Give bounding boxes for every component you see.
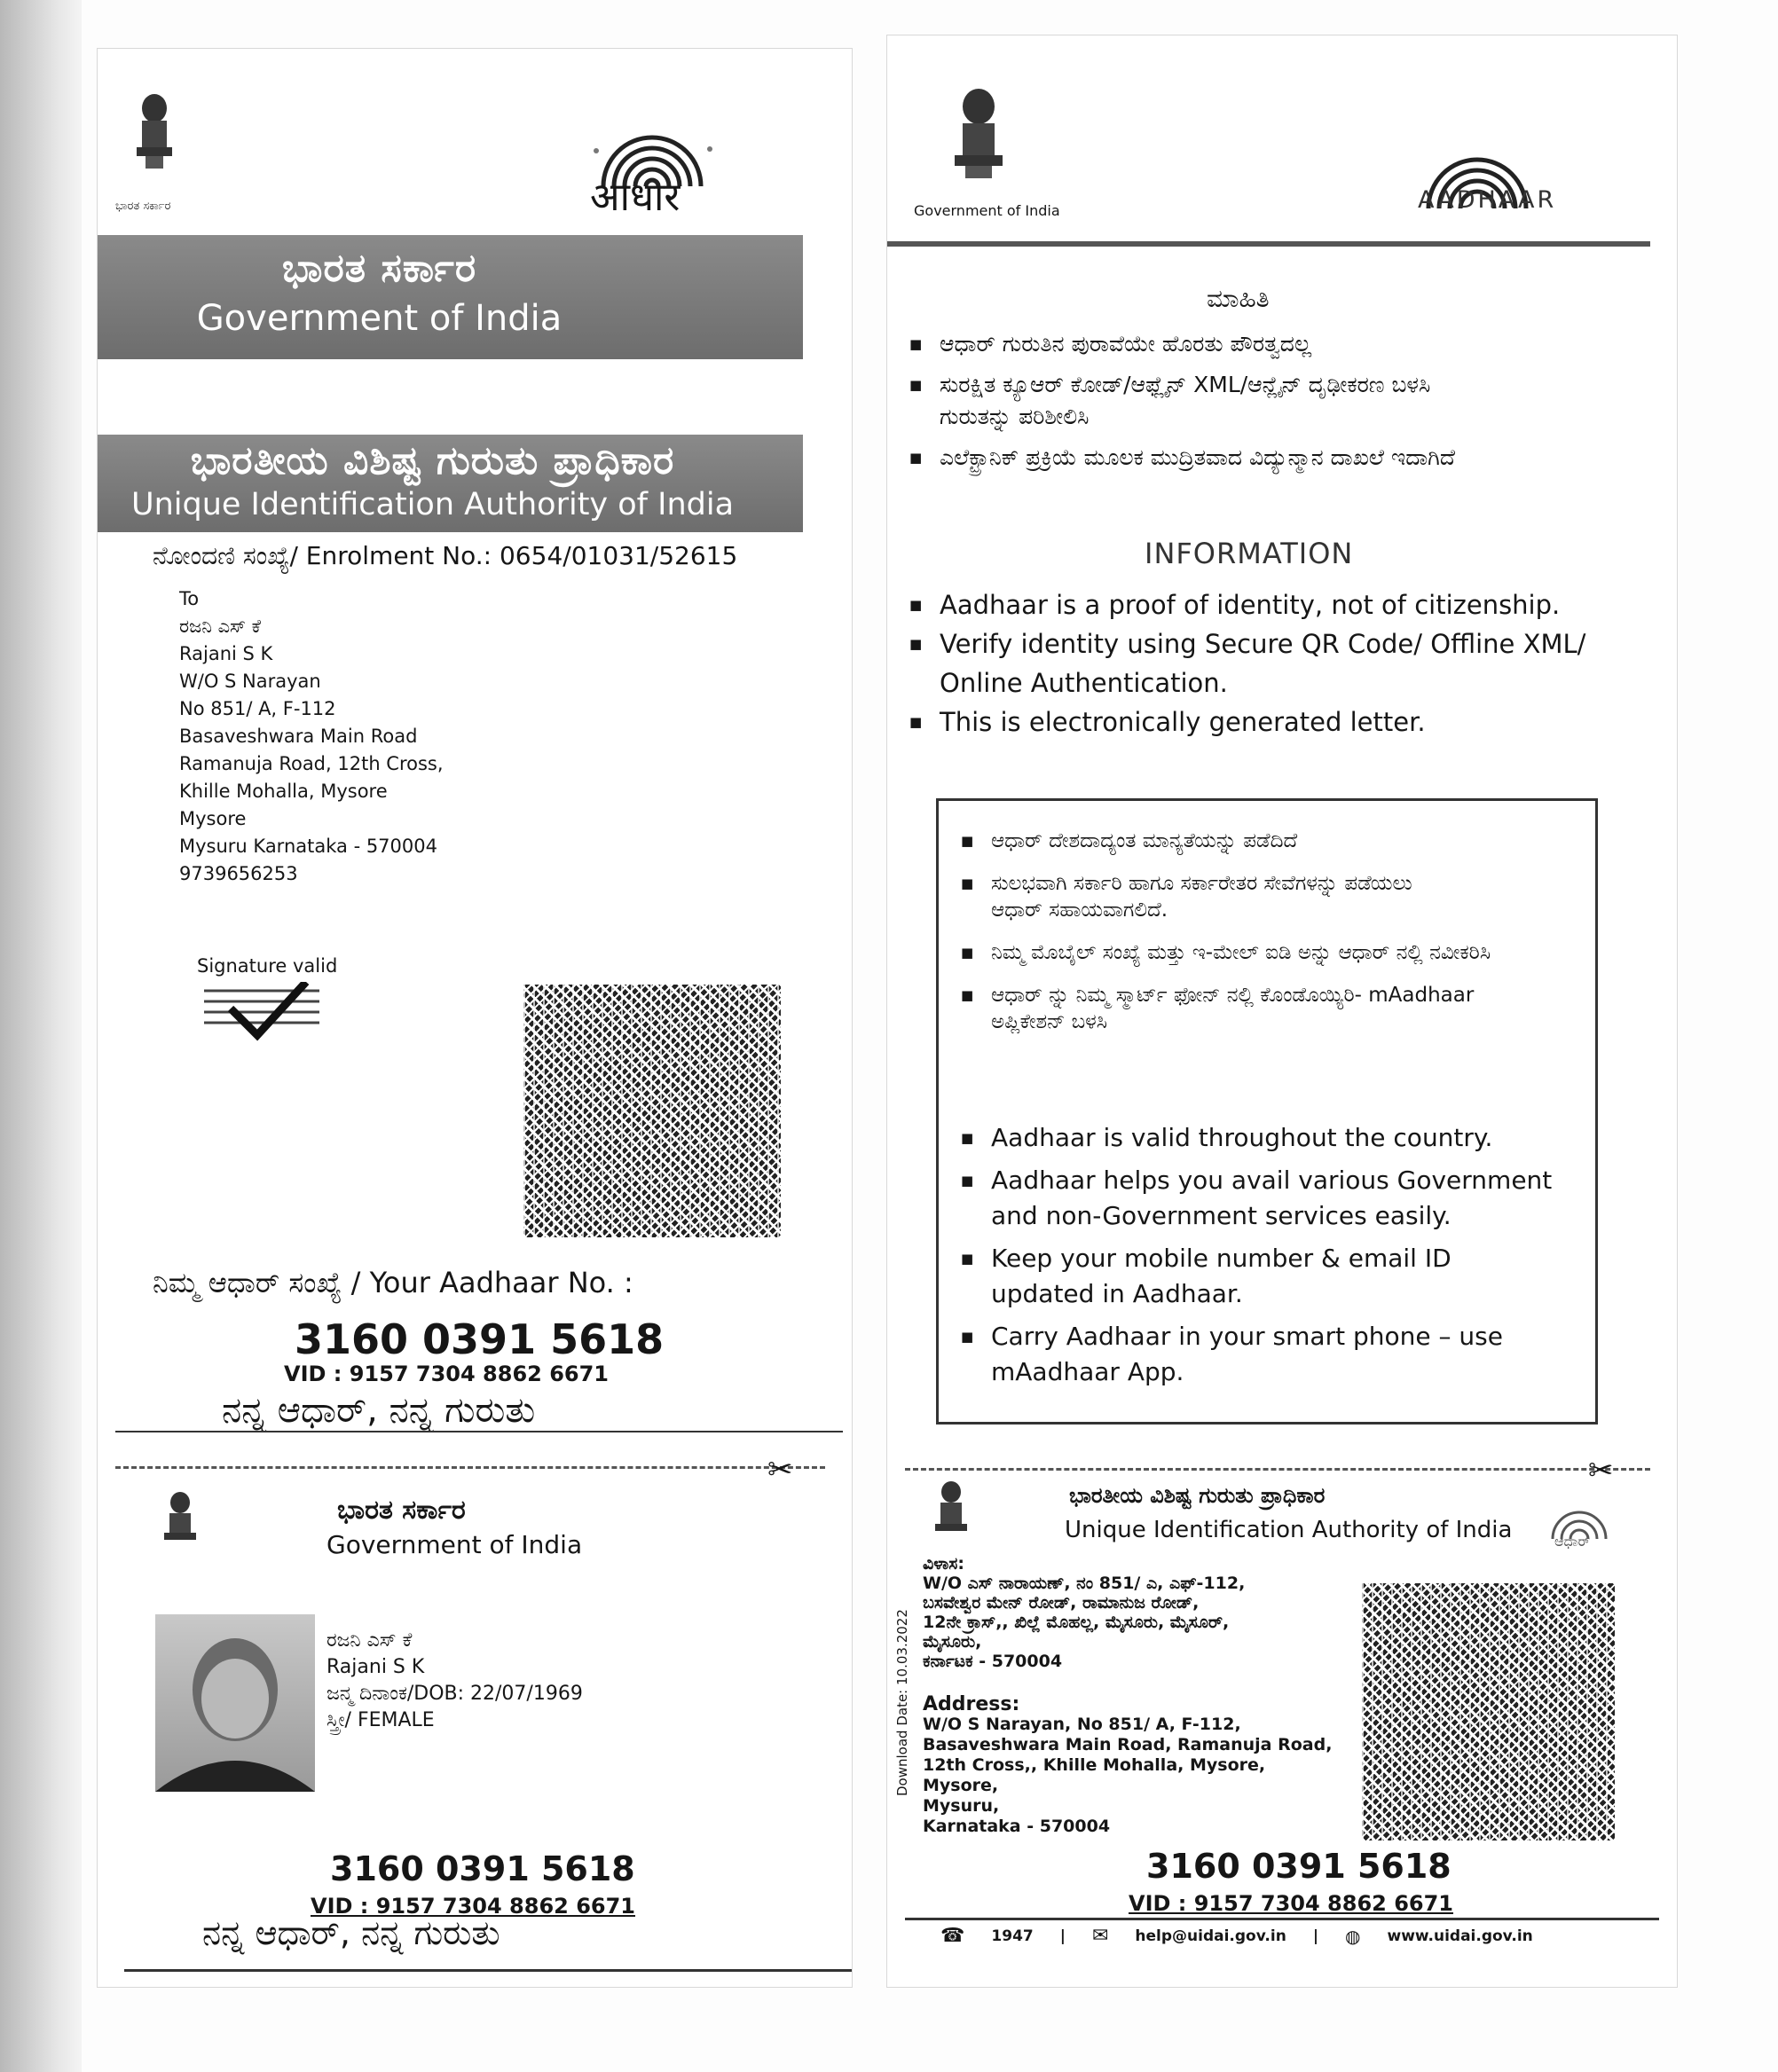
kn-info-point: ■ ಎಲೆಕ್ಟ್ರಾನಿಕ್ ಪ್ರಕ್ರಿಯೆ ಮೂಲಕ ಮುದ್ರಿತವಾದ ವಿದ್ಯುನ್ಮಾನ ದಾಖಲೆ ಇದಾಗಿದೆ — [909, 442, 1552, 474]
box-kn-point: ■ ಆಧಾರ್ ದೇಶದಾದ್ಯಂತ ಮಾನ್ಯತೆಯನ್ನು ಪಡೆದಿದೆ — [961, 828, 1573, 854]
box-english-list — [961, 1120, 1573, 1390]
address-en-line: Mysuru, — [923, 1796, 1000, 1816]
aadhaar-number-label: ನಿಮ್ಮ ಆಧಾರ್ ಸಂಖ್ಯೆ / Your Aadhaar No. : — [153, 1266, 633, 1299]
card-emblem-icon — [160, 1490, 201, 1552]
box-kn-point: ■ ಆಧಾರ್ ನ್ನು ನಿಮ್ಮ ಸ್ಮಾರ್ಟ್ ಫೋನ್ ನಲ್ಲಿ ಕೊಂಡೊಯ್ಯಿರಿ- mAadhaar ಅಪ್ಲಿಕೇಶನ್ ಬಳಸಿ — [961, 982, 1488, 1035]
kannada-info-heading: ಮಾಹಿತಿ — [1207, 284, 1270, 313]
box-en-point: ■ Carry Aadhaar in your smart phone – use mAadhaar App. — [961, 1319, 1523, 1390]
vid-number: VID : 9157 7304 8862 6671 — [284, 1362, 609, 1386]
footer-divider: | — [1059, 1927, 1066, 1945]
signature-check-icon — [204, 982, 328, 1044]
box-kn-point: ■ ನಿಮ್ಮ ಮೊಬೈಲ್ ಸಂಖ್ಯೆ ಮತ್ತು ಇ-ಮೇಲ್ ಐಡಿ ಅನ್ನು ಆಧಾರ್ ನಲ್ಲಿ ನವೀಕರಿಸಿ — [961, 939, 1541, 966]
card-footer-rule — [905, 1918, 1659, 1920]
cut-line — [905, 1468, 1650, 1471]
emblem-caption: ಭಾರತ ಸರ್ಕಾರ — [115, 200, 171, 213]
national-emblem-icon — [131, 89, 177, 186]
address-line: Basaveshwara Main Road — [179, 726, 418, 747]
footer-divider: | — [1312, 1927, 1319, 1945]
card-vid: VID : 9157 7304 8862 6671 — [1129, 1891, 1453, 1916]
address-line: No 851/ A, F-112 — [179, 698, 336, 719]
box-en-point: ■ Keep your mobile number & email ID updated in Aadhaar. — [961, 1241, 1559, 1312]
information-heading: INFORMATION — [1145, 537, 1354, 570]
address-line: Mysore — [179, 808, 247, 829]
globe-icon: ◍ — [1345, 1925, 1361, 1947]
card-gender: ಸ್ತ್ರೀ/ FEMALE — [326, 1709, 435, 1731]
address-en-line: 12th Cross,, Khille Mohalla, Mysore, Mysore, — [923, 1755, 1266, 1795]
scissors-icon: ✂ — [767, 1452, 793, 1487]
address-line: Mysuru Karnataka - 570004 — [179, 836, 437, 857]
information-list — [909, 585, 1646, 742]
address-en-label: Address: — [923, 1693, 1020, 1715]
card-dob: ಜನ್ಮ ದಿನಾಂಕ/DOB: 22/07/1969 — [326, 1683, 583, 1705]
footer-email: help@uidai.gov.in — [1135, 1927, 1286, 1945]
card-uidai-english: Unique Identification Authority of India — [1065, 1517, 1513, 1543]
kannada-info-list — [909, 328, 1646, 474]
uidai-band — [98, 435, 803, 532]
address-line: Ramanuja Road, 12th Cross, — [179, 753, 444, 774]
aadhaar-logo-text: आधार — [590, 175, 681, 220]
kn-info-point: ■ ಸುರಕ್ಷಿತ ಕ್ಯೂಆರ್ ಕೋಡ್/ಆಫ್ಲೈನ್ XML/ಆನ್ಲೈನ್ ದೃಢೀಕರಣ ಬಳಸಿ ಗುರುತನ್ನು ಪರಿಶೀಲಿಸಿ — [909, 369, 1490, 433]
address-line: To — [179, 588, 200, 609]
address-english — [923, 1694, 1340, 1837]
card-qr-code — [1362, 1583, 1615, 1840]
card-photo — [155, 1614, 315, 1792]
info-point: ■ This is electronically generated letter. — [909, 702, 1646, 742]
card-gov-english: Government of India — [326, 1530, 583, 1559]
footer-website: www.uidai.gov.in — [1387, 1927, 1533, 1945]
gov-emblem-icon — [948, 84, 1010, 195]
address-en-line: Basaveshwara Main Road, Ramanuja Road, — [923, 1735, 1333, 1754]
header-rule — [887, 241, 1650, 247]
address-kn-line: ಬಸವೇಶ್ವರ ಮೇನ್ ರೋಡ್, ರಾಮಾನುಜ ರೋಡ್, — [923, 1593, 1200, 1613]
address-kannada — [923, 1554, 1340, 1671]
card-emblem-icon — [932, 1479, 971, 1543]
card-logo-text: ಆಧಾರ್ — [1554, 1533, 1591, 1550]
card-aadhaar-number: 3160 0391 5618 — [1146, 1847, 1452, 1886]
card-name: Rajani S K — [326, 1656, 425, 1678]
phone-number: 9739656253 — [179, 863, 298, 884]
info-point: ■ Aadhaar is a proof of identity, not of citizenship. — [909, 585, 1646, 624]
address-kn-line: ಕರ್ನಾಟಕ - 570004 — [923, 1652, 1063, 1671]
government-band — [98, 235, 803, 359]
footer-phone: 1947 — [991, 1927, 1034, 1945]
info-box — [936, 798, 1598, 1424]
uidai-english: Unique Identification Authority of India — [130, 487, 735, 522]
left-page — [98, 49, 852, 1987]
card-footer — [940, 1925, 1650, 1947]
phone-icon: ☎ — [940, 1925, 965, 1947]
aadhaar-logo-text: AADHAAR — [1418, 186, 1557, 214]
uidai-kannada: ಭಾರತೀಯ ವಿಶಿಷ್ಟ ಗುರುತು ಪ್ರಾಧಿಕಾರ — [190, 438, 675, 483]
address-line: ರಜನಿ ಎಸ್ ಕೆ — [179, 616, 261, 637]
scissors-icon: ✂ — [1588, 1453, 1614, 1488]
recipient-address — [179, 585, 623, 888]
letter-qr-code — [523, 985, 781, 1237]
download-date: Download Date: 10.03.2022 — [894, 1609, 910, 1796]
right-page — [887, 35, 1677, 1987]
address-en-line: W/O S Narayan, No 851/ A, F-112, — [923, 1715, 1241, 1734]
cut-line — [115, 1466, 825, 1469]
aadhaar-number: 3160 0391 5618 — [295, 1315, 665, 1363]
address-line: Khille Mohalla, Mysore — [179, 781, 388, 802]
enrolment-number: ನೋಂದಣಿ ಸಂಖ್ಯೆ/ Enrolment No.: 0654/01031/52615 — [153, 541, 738, 570]
address-line: Rajani S K — [179, 643, 273, 664]
signature-valid-label: Signature valid — [197, 955, 338, 977]
box-en-point: ■ Aadhaar is valid throughout the country. — [961, 1120, 1573, 1156]
address-en-line: Karnataka - 570004 — [923, 1817, 1111, 1836]
address-line: W/O S Narayan — [179, 671, 321, 692]
address-kn-label: ವಿಳಾಸ: — [923, 1554, 964, 1574]
email-icon: ✉ — [1091, 1925, 1109, 1947]
kn-info-point: ■ ಆಧಾರ್ ಗುರುತಿನ ಪುರಾವೆಯೇ ಹೊರತು ಪೌರತ್ವದಲ್ಲ — [909, 328, 1646, 360]
gov-caption: Government of India — [914, 202, 1060, 219]
card-tagline: ನನ್ನ ಆಧಾರ್, ನನ್ನ ಗುರುತು — [202, 1913, 500, 1952]
address-kn-line: ಮೈಸೂರು, — [923, 1632, 982, 1652]
info-point: ■ Verify identity using Secure QR Code/ Offline XML/ Online Authentication. — [909, 624, 1646, 702]
card-vid: VID : 9157 7304 8862 6671 — [311, 1894, 635, 1919]
tagline: ನನ್ನ ಆಧಾರ್, ನನ್ನ ಗುರುತು — [222, 1390, 536, 1431]
box-kn-point: ■ ಸುಲಭವಾಗಿ ಸರ್ಕಾರಿ ಹಾಗೂ ಸರ್ಕಾರೇತರ ಸೇವೆಗಳನ್ನು ಪಡೆಯಲು ಆಧಾರ್ ಸಹಾಯವಾಗಲಿದೆ. — [961, 870, 1452, 923]
rule-line — [115, 1431, 843, 1432]
card-bottom-rule — [124, 1969, 852, 1972]
card-uidai-kannada: ಭಾರತೀಯ ವಿಶಿಷ್ಟ ಗುರುತು ಪ್ರಾಧಿಕಾರ — [1069, 1483, 1326, 1508]
box-en-point: ■ Aadhaar helps you avail various Government and non-Government services easily. — [961, 1163, 1559, 1234]
gov-english: Government of India — [196, 298, 563, 339]
gov-kannada: ಭಾರತ ಸರ್ಕಾರ — [281, 246, 477, 291]
card-gov-kannada: ಭಾರತ ಸರ್ಕಾರ — [337, 1495, 466, 1526]
card-name-kannada: ರಜನಿ ಎಸ್ ಕೆ — [326, 1629, 413, 1652]
box-kannada-list — [961, 828, 1573, 1035]
address-kn-line: W/O ಎಸ್ ನಾರಾಯಣ್, ನಂ 851/ ಎ, ಎಫ್-112, — [923, 1574, 1246, 1593]
address-kn-line: 12ನೇ ಕ್ರಾಸ್,, ಖಿಲ್ಲೆ ಮೊಹಲ್ಲ, ಮೈಸೂರು, ಮೈಸೂರ್, — [923, 1613, 1230, 1632]
card-aadhaar-number: 3160 0391 5618 — [330, 1849, 635, 1888]
card-details — [326, 1628, 583, 1734]
